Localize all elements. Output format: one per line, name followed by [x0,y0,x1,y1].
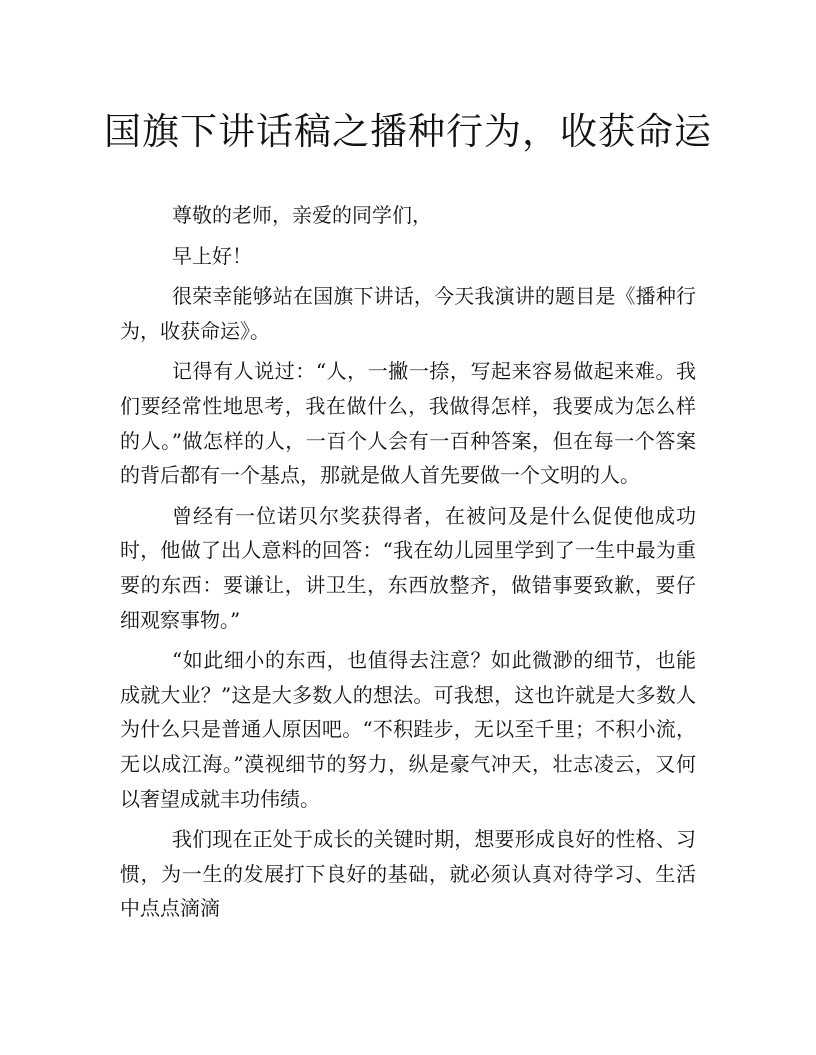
paragraph-quote-person: 记得有人说过：“人，一撇一捺，写起来容易做起来难。我们要经常性地思考，我在做什么，我做得怎样，我要成为怎么样的人。”做怎样的人，一百个人会有一百种答案，但在每一个答案的背后都有一个基点，那就是做人首先要做一个文明的人。 [120,359,696,488]
document-body [120,198,696,932]
paragraph-intro: 很荣幸能够站在国旗下讲话，今天我演讲的题目是《播种行为，收获命运》。 [120,284,696,343]
paragraph-growth: 我们现在正处于成长的关键时期，想要形成良好的性格、习惯，为一生的发展打下良好的基础，就必须认真对待学习、生活中点点滴滴 [120,827,696,921]
paragraph-morning: 早上好！ [172,243,252,268]
paragraph-details: “如此细小的东西，也值得去注意？如此微渺的细节，也能成就大业？”这是大多数人的想法。可我想，这也许就是大多数人为什么只是普通人原因吧。“不积跬步，无以至千里；不积小流，无以成江海。”漠视细节的努力，纵是豪气冲天，壮志凌云，又何以奢望成就丰功伟绩。 [120,648,696,811]
document-title: 国旗下讲话稿之播种行为，收获命运 [104,110,712,153]
paragraph-nobel: 曾经有一位诺贝尔奖获得者，在被问及是什么促使他成功时，他做了出人意料的回答：“我在幼儿园里学到了一生中最为重要的东西：要谦让，讲卫生，东西放整齐，做错事要致歉，要仔细观察事物。” [120,503,696,632]
paragraph-greeting: 尊敬的老师，亲爱的同学们， [172,203,432,227]
